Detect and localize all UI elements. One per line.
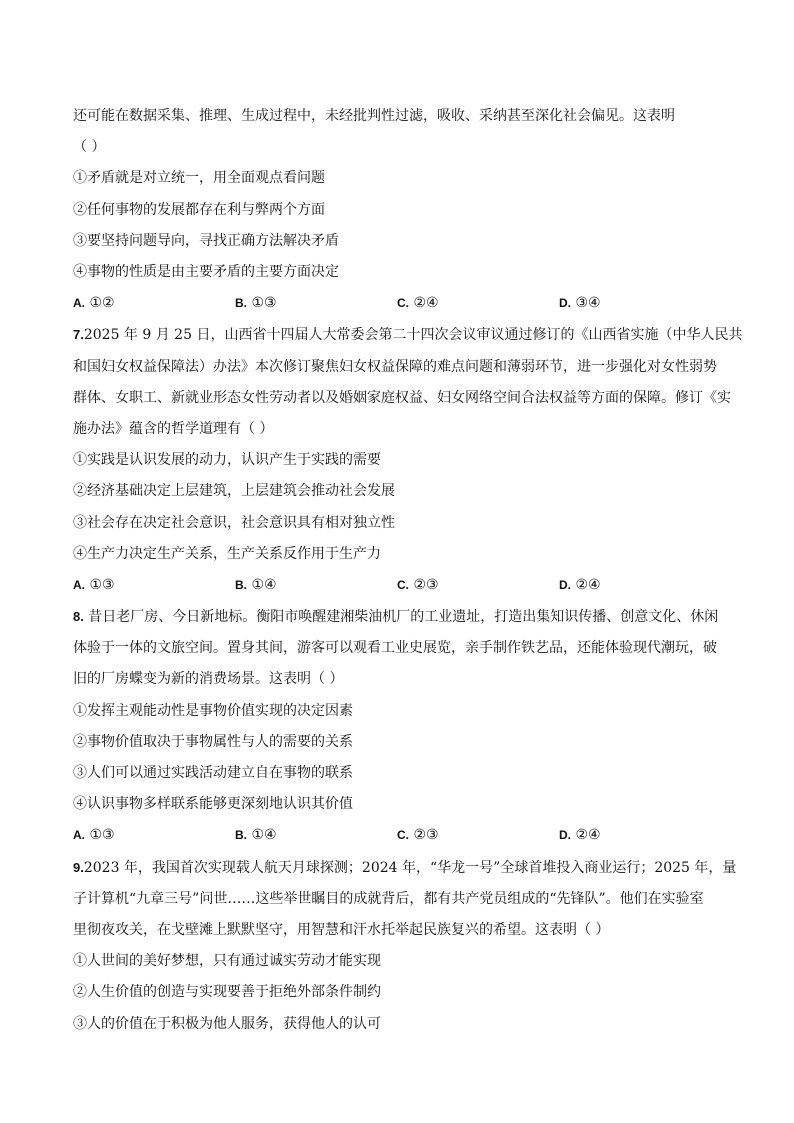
option-statement: ②任何事物的发展都存在利与弊两个方面 bbox=[73, 201, 325, 218]
answer-choices bbox=[73, 288, 723, 319]
question-number: 9. bbox=[73, 859, 84, 875]
choice-d: D. ②④ bbox=[559, 827, 601, 844]
option-statement: ①发挥主观能动性是事物价值实现的决定因素 bbox=[73, 702, 353, 719]
choice-c: C. ②③ bbox=[397, 576, 439, 593]
choice-a: A. ①② bbox=[73, 295, 115, 312]
option-statement: ②经济基础决定上层建筑，上层建筑会推动社会发展 bbox=[73, 483, 395, 500]
choice-b: B. ①④ bbox=[235, 576, 277, 593]
choice-a: A. ①③ bbox=[73, 576, 115, 593]
question-6 bbox=[73, 101, 723, 319]
question-stem-line: 和国妇女权益保障法）办法》本次修订聚焦妇女权益保障的难点问题和薄弱环节，进一步强化对女性弱势 bbox=[73, 358, 717, 375]
option-statement: ①人世间的美好梦想，只有通过诚实劳动才能实现 bbox=[73, 953, 381, 970]
question-stem-line: 8. 昔日老厂房、今日新地标。衡阳市唤醒建湘柴油机厂的工业遗址，打造出集知识传播、创意文化、休闲 bbox=[73, 609, 719, 626]
question-stem-line: 施办法》蕴含的哲学道理有（ ） bbox=[73, 420, 274, 437]
question-stem-line: 体验于一体的文旅空间。置身其间，游客可以观看工业史展览，亲手制作铁艺品，还能体验现代潮玩，破 bbox=[73, 640, 717, 657]
answer-choices bbox=[73, 820, 723, 851]
option-statement: ③要坚持问题导向，寻找正确方法解决矛盾 bbox=[73, 232, 339, 249]
question-stem-line: 9.2023 年，我国首次实现载人航天月球探测；2024 年，“华龙一号”全球首堆投入商业运行；2025 年，量 bbox=[73, 859, 737, 876]
option-statement: ④生产力决定生产关系，生产关系反作用于生产力 bbox=[73, 545, 381, 562]
choice-d: D. ③④ bbox=[559, 295, 601, 312]
option-statement: ④认识事物多样联系能够更深刻地认识其价值 bbox=[73, 796, 353, 813]
question-stem-line: 还可能在数据采集、推理、生成过程中，未经批判性过滤，吸收、采纳甚至深化社会偏见。这表明 bbox=[73, 108, 675, 124]
question-stem-line: 里彻夜攻关，在戈壁滩上默默坚守，用智慧和汗水托举起民族复兴的希望。这表明（ ） bbox=[73, 922, 610, 939]
choice-c: C. ②④ bbox=[397, 295, 439, 312]
question-8 bbox=[73, 601, 723, 852]
exam-page bbox=[73, 101, 743, 1040]
option-statement: ③人们可以通过实践活动建立自在事物的联系 bbox=[73, 765, 353, 782]
question-number: 7. bbox=[73, 327, 84, 343]
question-stem-line: 群体、女职工、新就业形态女性劳动者以及婚姻家庭权益、妇女网络空间合法权益等方面的保障。修订《实 bbox=[73, 389, 731, 406]
question-stem-line: （ ） bbox=[73, 139, 106, 156]
option-statement: ②事物价值取决于事物属性与人的需要的关系 bbox=[73, 733, 353, 750]
question-stem-line: 旧的厂房蝶变为新的消费场景。这表明（ ） bbox=[73, 671, 344, 688]
choice-a: A. ①③ bbox=[73, 827, 115, 844]
option-statement: ①实践是认识发展的动力，认识产生于实践的需要 bbox=[73, 452, 381, 469]
choice-b: B. ①③ bbox=[235, 295, 277, 312]
option-statement: ③社会存在决定社会意识，社会意识具有相对独立性 bbox=[73, 514, 395, 531]
answer-choices bbox=[73, 570, 723, 601]
option-statement: ③人的价值在于积极为他人服务，获得他人的认可 bbox=[73, 1015, 381, 1032]
option-statement: ①矛盾就是对立统一，用全面观点看问题 bbox=[73, 170, 325, 187]
question-stem-line: 子计算机“九章三号”问世……这些举世瞩目的成就背后，都有共产党员组成的“先锋队”。他们在实验室 bbox=[73, 890, 704, 907]
choice-c: C. ②③ bbox=[397, 827, 439, 844]
option-statement: ②人生价值的创造与实现要善于拒绝外部条件制约 bbox=[73, 984, 381, 1001]
question-7 bbox=[73, 319, 743, 601]
question-stem-line: 7.2025 年 9 月 25 日，山西省十四届人大常委会第二十四次会议审议通过修订的《山西省实施（中华人民共 bbox=[73, 327, 743, 344]
choice-d: D. ②④ bbox=[559, 576, 601, 593]
question-number: 8. bbox=[73, 609, 84, 625]
choice-b: B. ①④ bbox=[235, 827, 277, 844]
question-9 bbox=[73, 852, 737, 1040]
option-statement: ④事物的性质是由主要矛盾的主要方面决定 bbox=[73, 263, 339, 280]
